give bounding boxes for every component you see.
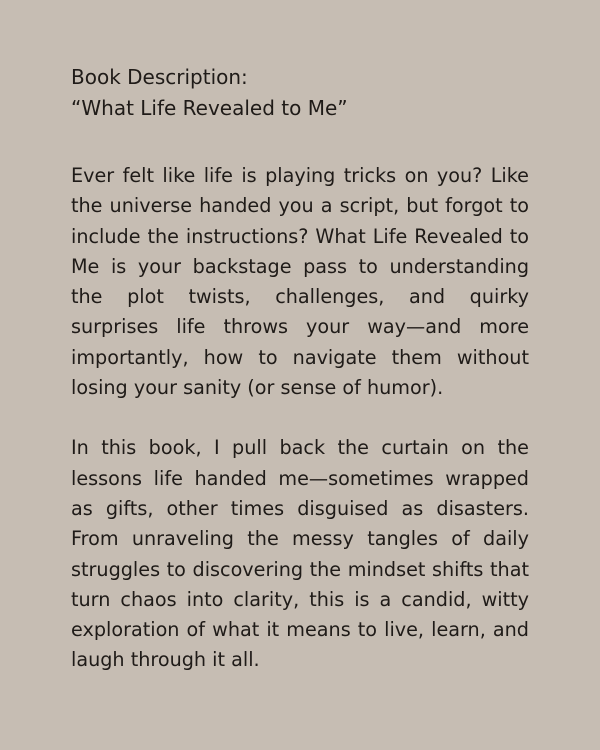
description-paragraph-2: In this book, I pull back the curtain on the lessons life handed me—sometimes wrapped as gifts, other times disguised as disasters. From unraveling the messy tangles of daily struggles to discovering the mindset shifts that turn chaos into clarity, this is a candid, witty exploration of what it means to live, learn, and laugh through it all. [71,436,529,672]
book-title: “What Life Revealed to Me” [71,96,348,120]
title-block [71,62,529,124]
description-paragraph-1: Ever felt like life is playing tricks on you? Like the universe handed you a script, but forgot to include the instructions? What Life Revealed to Me is your backstage pass to understanding the plot twists, challenges, and quirky surprises life throws your way—and more importantly, how to navigate them without losing your sanity (or sense of humor). [71,164,529,400]
section-heading: Book Description: [71,65,248,89]
